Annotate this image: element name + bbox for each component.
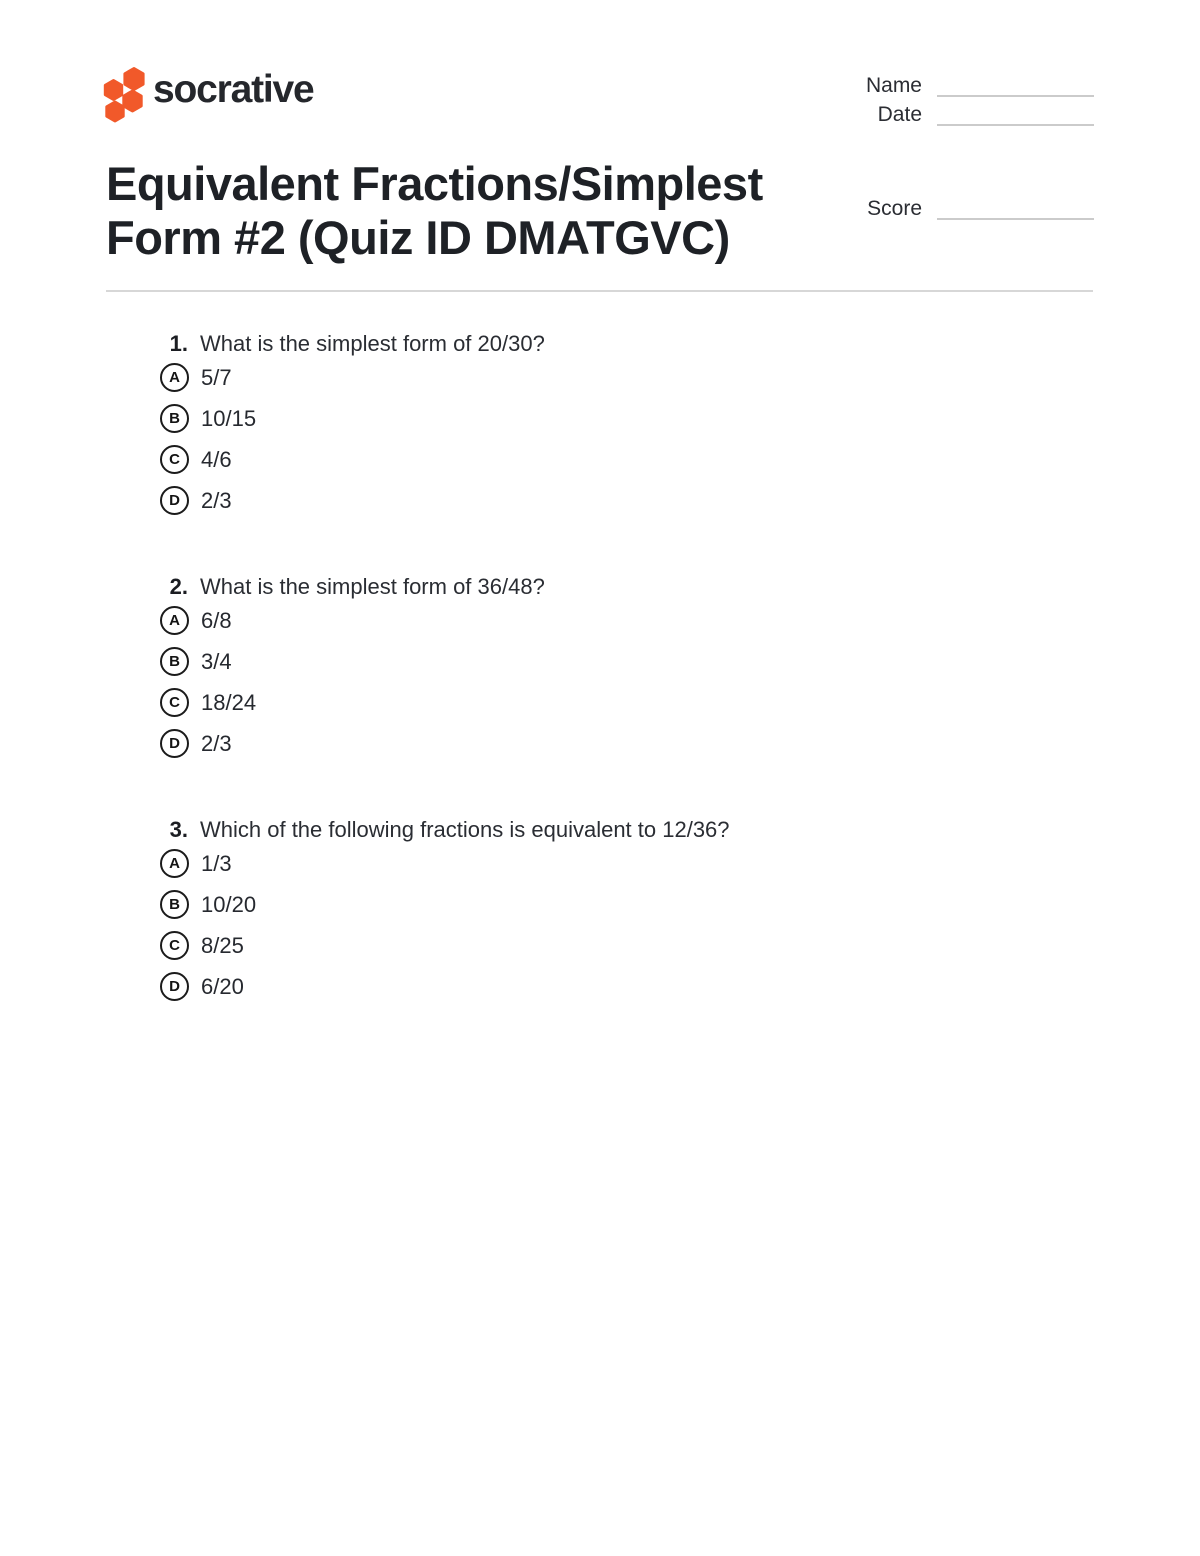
socrative-wordmark: socrative	[153, 68, 314, 111]
option-letter-badge: B	[160, 890, 189, 919]
question-text: Which of the following fractions is equivalent to 12/36?	[200, 817, 730, 842]
option-text: 10/15	[201, 406, 257, 431]
question-1	[160, 330, 1090, 515]
question-number: 2.	[169, 574, 188, 599]
option-row	[160, 486, 1090, 515]
quiz-title	[106, 157, 826, 265]
option-text: 5/7	[201, 365, 232, 390]
option-text: 1/3	[201, 851, 232, 876]
option-letter-badge: B	[160, 647, 189, 676]
option-row	[160, 404, 1090, 433]
option-letter-badge: C	[160, 931, 189, 960]
question-number: 1.	[169, 331, 188, 356]
option-row	[160, 849, 1090, 878]
option-row	[160, 606, 1090, 635]
question-2	[160, 573, 1090, 758]
score-field	[820, 197, 1094, 220]
option-letter-badge: A	[160, 606, 189, 635]
option-row	[160, 688, 1090, 717]
option-letter-badge: A	[160, 849, 189, 878]
date-field	[820, 103, 1094, 126]
option-text: 18/24	[201, 690, 257, 715]
header-divider	[106, 290, 1093, 292]
option-text: 2/3	[201, 488, 232, 513]
question-1-options	[160, 363, 1090, 515]
option-row	[160, 363, 1090, 392]
option-text: 8/25	[201, 933, 244, 958]
option-letter-badge: B	[160, 404, 189, 433]
option-text: 3/4	[201, 649, 232, 674]
option-row	[160, 647, 1090, 676]
score-field-line	[937, 199, 1094, 220]
date-field-line	[937, 105, 1094, 126]
question-2-options	[160, 606, 1090, 758]
option-letter-badge: C	[160, 445, 189, 474]
option-letter-badge: D	[160, 486, 189, 515]
socrative-logo	[102, 64, 314, 124]
option-letter-badge: A	[160, 363, 189, 392]
option-letter-badge: C	[160, 688, 189, 717]
socrative-hexagons-icon	[102, 64, 148, 124]
quiz-title-line-2: Form #2 (Quiz ID DMATGVC)	[106, 211, 730, 264]
option-text: 2/3	[201, 731, 232, 756]
question-3-prompt	[160, 816, 1090, 844]
option-row	[160, 972, 1090, 1001]
question-3-options	[160, 849, 1090, 1001]
option-row	[160, 729, 1090, 758]
question-number: 3.	[169, 817, 188, 842]
quiz-title-line-1: Equivalent Fractions/Simplest	[106, 157, 763, 210]
question-1-prompt	[160, 330, 1090, 358]
question-list	[160, 330, 1090, 1059]
option-text: 4/6	[201, 447, 232, 472]
option-row	[160, 931, 1090, 960]
name-field-line	[937, 76, 1094, 97]
option-letter-badge: D	[160, 729, 189, 758]
option-row	[160, 445, 1090, 474]
question-text: What is the simplest form of 20/30?	[200, 331, 545, 356]
option-text: 6/8	[201, 608, 232, 633]
option-text: 10/20	[201, 892, 257, 917]
option-letter-badge: D	[160, 972, 189, 1001]
option-text: 6/20	[201, 974, 244, 999]
option-row	[160, 890, 1090, 919]
date-field-label: Date	[877, 103, 922, 126]
question-2-prompt	[160, 573, 1090, 601]
question-text: What is the simplest form of 36/48?	[200, 574, 545, 599]
score-field-label: Score	[867, 197, 922, 220]
name-field	[820, 74, 1094, 97]
name-field-label: Name	[865, 74, 922, 97]
question-3	[160, 816, 1090, 1001]
